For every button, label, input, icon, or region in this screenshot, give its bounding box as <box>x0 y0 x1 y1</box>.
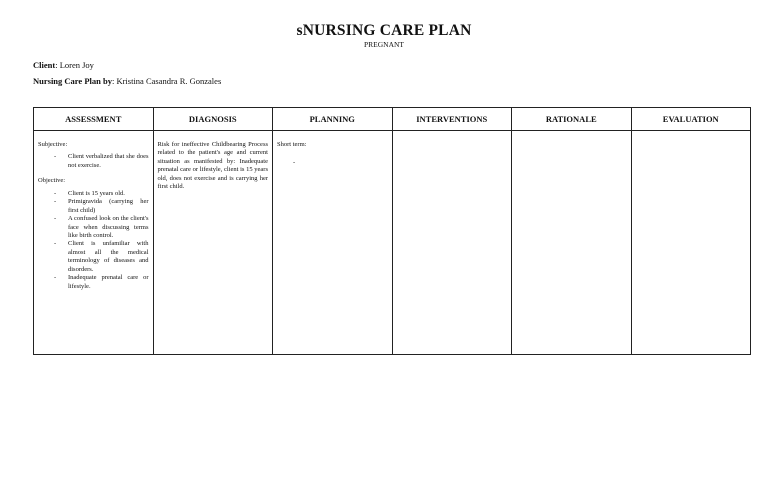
table-body-row <box>34 131 751 355</box>
page-title: sNURSING CARE PLAN <box>296 22 472 39</box>
interventions-cell <box>392 131 512 355</box>
page-subtitle: PREGNANT <box>363 40 404 49</box>
author-line <box>33 76 221 86</box>
objective-label: Objective: <box>38 177 66 185</box>
list-item: - Client verbalized that she does not exercise. <box>38 153 149 170</box>
header-evaluation: EVALUATION <box>631 108 751 131</box>
short-term-label: Short term: <box>277 141 307 148</box>
diagnosis-text: Risk for ineffective Childbearing Process related to the patient's age and current situation as manifested by: Inadequate prenatal care or lifestyle, client is 15 years old, does not exercise and is carrying her first child. <box>157 141 268 191</box>
diagnosis-cell <box>153 131 273 355</box>
header-assessment: ASSESSMENT <box>34 108 154 131</box>
evaluation-cell <box>631 131 751 355</box>
planning-dash: - <box>293 159 296 167</box>
list-item: - Inadequate prenatal care or lifestyle. <box>38 274 149 291</box>
list-item: - Primigravida (carrying her first child) <box>38 198 149 215</box>
care-plan-table <box>33 107 751 355</box>
subjective-label: Subjective: <box>38 141 68 148</box>
header-interventions: INTERVENTIONS <box>392 108 512 131</box>
header-diagnosis: DIAGNOSIS <box>153 108 273 131</box>
client-line <box>33 60 94 70</box>
list-item: - Client is unfamiliar with almost all the medical terminology of diseases and disorders. <box>38 240 149 274</box>
table-header-row <box>34 108 751 131</box>
rationale-cell <box>512 131 632 355</box>
subjective-list <box>38 153 149 170</box>
client-label: Client <box>33 60 56 70</box>
header-rationale: RATIONALE <box>512 108 632 131</box>
list-item: - Client is 15 years old. <box>38 190 149 198</box>
objective-list <box>38 190 149 291</box>
assessment-cell <box>34 131 154 355</box>
planning-cell <box>273 131 393 355</box>
client-value: : Loren Joy <box>55 60 94 70</box>
header-planning: PLANNING <box>273 108 393 131</box>
author-label: Nursing Care Plan by <box>33 76 112 86</box>
list-item: - A confused look on the client's face when discussing terms like birth control. <box>38 215 149 240</box>
author-value: : Kristina Casandra R. Gonzales <box>111 76 222 86</box>
